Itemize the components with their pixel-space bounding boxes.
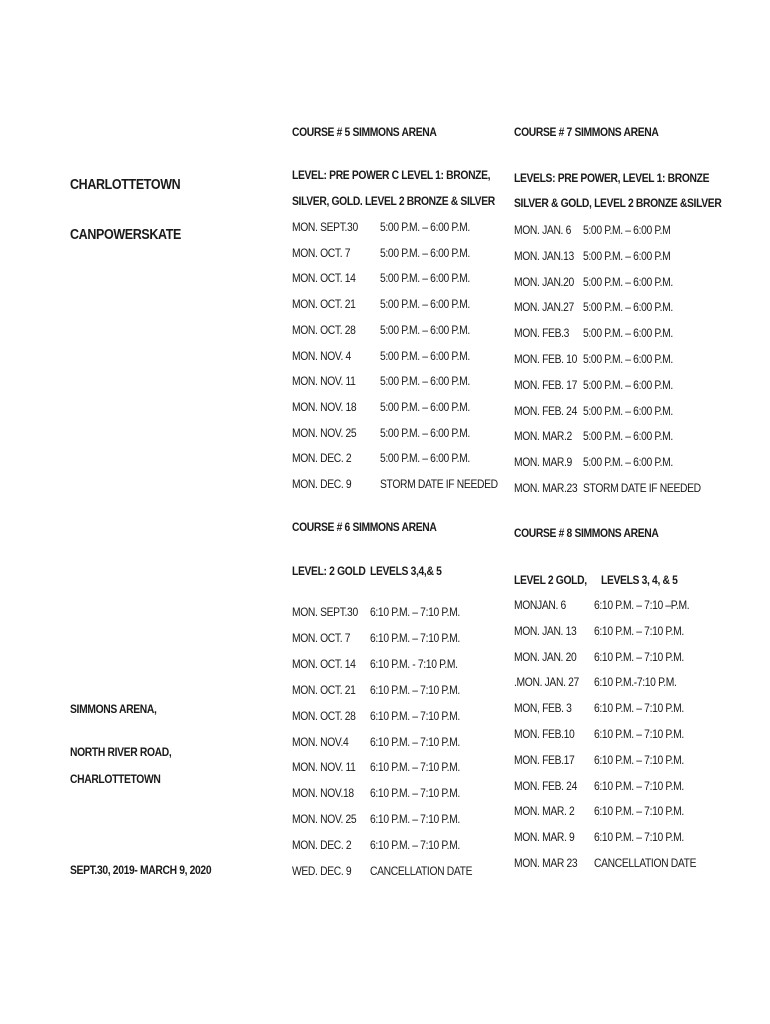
schedule-time: 5:00 P.M. – 6:00 P.M. xyxy=(583,455,673,470)
schedule-time: 5:00 P.M. – 6:00 P.M. xyxy=(380,245,470,260)
schedule-time: 5:00 P.M. – 6:00 P.M. xyxy=(380,348,470,363)
city-heading: CHARLOTTETOWN xyxy=(70,177,181,193)
schedule-date: MON. FEB.10 xyxy=(514,727,575,741)
schedule-date: MON. DEC. 2 xyxy=(292,838,352,853)
schedule-time: 5:00 P.M. – 6:00 P.M. xyxy=(380,451,470,466)
schedule-time: 6:10 P.M. – 7:10 P.M. xyxy=(594,804,684,819)
schedule-date: MON. OCT. 28 xyxy=(292,708,356,723)
schedule-time: 6:10 P.M. – 7:10 P.M. xyxy=(370,682,460,697)
schedule-date: MON. OCT. 7 xyxy=(292,245,351,260)
course8-level-b: LEVELS 3, 4, & 5 xyxy=(601,573,678,587)
schedule-time: 6:10 P.M. – 7:10 P.M. xyxy=(594,649,684,664)
venue-road: NORTH RIVER ROAD, xyxy=(70,745,172,759)
course5-title: COURSE # 5 SIMMONS ARENA xyxy=(292,125,437,139)
schedule-time: 6:10 P.M. - 7:10 P.M. xyxy=(370,656,458,671)
schedule-date: MON. JAN.13 xyxy=(514,248,574,263)
schedule-date: MON. FEB. 24 xyxy=(514,778,577,793)
schedule-time: 6:10 P.M. – 7:10 P.M. xyxy=(370,786,460,801)
schedule-date: MON. MAR. 2 xyxy=(514,804,575,819)
schedule-date: MON, FEB. 3 xyxy=(514,701,572,716)
course5-levels-line1: LEVEL: PRE POWER C LEVEL 1: BRONZE, xyxy=(292,168,491,182)
schedule-time: 5:00 P.M. – 6:00 P.M. xyxy=(380,374,470,389)
schedule-date: MON. JAN. 20 xyxy=(514,649,577,664)
schedule-time: 6:10 P.M. – 7:10 –P.M. xyxy=(594,598,690,612)
schedule-time: 5:00 P.M. – 6:00 P.M xyxy=(583,223,671,237)
schedule-date: WED. DEC. 9 xyxy=(292,864,352,878)
season-dates: SEPT.30, 2019- MARCH 9, 2020 xyxy=(70,863,212,877)
course7-levels-line1: LEVELS: PRE POWER, LEVEL 1: BRONZE xyxy=(514,171,710,185)
schedule-date: MON. DEC. 2 xyxy=(292,451,352,466)
schedule-date: MON. NOV. 25 xyxy=(292,425,357,440)
schedule-date: MON. FEB. 17 xyxy=(514,377,577,392)
schedule-time: 5:00 P.M. – 6:00 P.M. xyxy=(380,425,470,440)
schedule-date: MON. SEPT.30 xyxy=(292,220,358,234)
schedule-date: MON. FEB.17 xyxy=(514,752,575,767)
schedule-date: MON. NOV.18 xyxy=(292,786,354,801)
schedule-time: 6:10 P.M. – 7:10 P.M. xyxy=(594,778,684,793)
schedule-date: MON. FEB.3 xyxy=(514,326,570,341)
schedule-date: MON. FEB. 10 xyxy=(514,352,577,366)
schedule-time: 5:00 P.M. – 6:00 P.M. xyxy=(380,220,470,234)
schedule-time: 5:00 P.M. – 6:00 P.M. xyxy=(583,300,673,315)
schedule-time: 5:00 P.M. – 6:00 P.M. xyxy=(583,326,673,341)
schedule-date: MON. JAN.20 xyxy=(514,274,574,289)
schedule-time: 5:00 P.M. – 6:00 P.M. xyxy=(380,297,470,312)
schedule-date: MON. NOV. 4 xyxy=(292,348,351,363)
schedule-time: 6:10 P.M. – 7:10 P.M. xyxy=(594,701,684,716)
course8-level-a: LEVEL 2 GOLD, xyxy=(514,573,587,587)
schedule-time: 6:10 P.M. – 7:10 P.M. xyxy=(370,760,460,775)
schedule-time: 5:00 P.M. – 6:00 P.M. xyxy=(380,322,470,337)
schedule-time: 6:10 P.M. – 7:10 P.M. xyxy=(594,752,684,767)
schedule-time: 5:00 P.M. – 6:00 P.M. xyxy=(583,352,673,366)
schedule-date: MON. JAN. 13 xyxy=(514,623,577,638)
schedule-date: MONJAN. 6 xyxy=(514,598,566,612)
schedule-date: MON. OCT. 21 xyxy=(292,682,356,697)
schedule-time: 6:10 P.M. – 7:10 P.M. xyxy=(594,830,684,845)
schedule-time: 5:00 P.M. – 6:00 P.M xyxy=(583,248,671,263)
schedule-time: 6:10 P.M. – 7:10 P.M. xyxy=(370,734,460,749)
venue-name: SIMMONS ARENA, xyxy=(70,702,157,716)
schedule-date: MON. SEPT.30 xyxy=(292,605,358,619)
schedule-date: MON. MAR 23 xyxy=(514,856,578,870)
schedule-date: MON. JAN.27 xyxy=(514,300,574,315)
schedule-time: 6:10 P.M. – 7:10 P.M. xyxy=(370,838,460,853)
course6-level-b: LEVELS 3,4,& 5 xyxy=(370,564,442,578)
course5-levels-line2: SILVER, GOLD. LEVEL 2 BRONZE & SILVER xyxy=(292,194,495,208)
schedule-time: 5:00 P.M. – 6:00 P.M. xyxy=(583,274,673,289)
schedule-time: 6:10 P.M. – 7:10 P.M. xyxy=(594,727,684,741)
schedule-time: CANCELLATION DATE xyxy=(370,864,473,878)
schedule-time: 5:00 P.M. – 6:00 P.M. xyxy=(583,429,673,444)
schedule-date: MON. FEB. 24 xyxy=(514,403,577,418)
course7-levels-line2: SILVER & GOLD, LEVEL 2 BRONZE &SILVER xyxy=(514,196,722,210)
course6-level-a: LEVEL: 2 GOLD xyxy=(292,564,366,578)
schedule-date: MON. NOV. 11 xyxy=(292,374,356,389)
schedule-time: STORM DATE IF NEEDED xyxy=(380,477,498,491)
schedule-time: STORM DATE IF NEEDED xyxy=(583,481,701,495)
schedule-time: 5:00 P.M. – 6:00 P.M. xyxy=(583,377,673,392)
schedule-date: MON. OCT. 21 xyxy=(292,297,356,312)
schedule-date: MON. NOV. 18 xyxy=(292,399,357,414)
schedule-time: 6:10 P.M. – 7:10 P.M. xyxy=(370,605,460,619)
schedule-date: MON. MAR.23 xyxy=(514,481,578,495)
program-heading: CANPOWERSKATE xyxy=(70,227,181,243)
schedule-date: MON. OCT. 28 xyxy=(292,322,356,337)
schedule-date: MON. MAR.9 xyxy=(514,455,572,470)
schedule-date: MON. OCT. 14 xyxy=(292,656,356,671)
schedule-date: MON. NOV.4 xyxy=(292,734,349,749)
schedule-date: MON. NOV. 25 xyxy=(292,812,357,827)
schedule-time: CANCELLATION DATE xyxy=(594,856,697,870)
schedule-time: 6:10 P.M.-7:10 P.M. xyxy=(594,675,677,690)
schedule-date: MON. OCT. 7 xyxy=(292,630,351,645)
schedule-time: 5:00 P.M. – 6:00 P.M. xyxy=(380,399,470,414)
schedule-time: 6:10 P.M. – 7:10 P.M. xyxy=(370,630,460,645)
schedule-date: MON. OCT. 14 xyxy=(292,271,356,286)
course8-title: COURSE # 8 SIMMONS ARENA xyxy=(514,526,659,540)
schedule-date: MON. MAR.2 xyxy=(514,429,572,444)
schedule-date: MON. MAR. 9 xyxy=(514,830,575,845)
schedule-time: 6:10 P.M. – 7:10 P.M. xyxy=(594,623,684,638)
schedule-time: 5:00 P.M. – 6:00 P.M. xyxy=(583,403,673,418)
schedule-date: MON. JAN. 6 xyxy=(514,223,572,237)
course6-title: COURSE # 6 SIMMONS ARENA xyxy=(292,520,437,534)
schedule-time: 6:10 P.M. – 7:10 P.M. xyxy=(370,812,460,827)
schedule-time: 5:00 P.M. – 6:00 P.M. xyxy=(380,271,470,286)
course7-title: COURSE # 7 SIMMONS ARENA xyxy=(514,125,659,139)
schedule-time: 6:10 P.M. – 7:10 P.M. xyxy=(370,708,460,723)
schedule-date: MON. DEC. 9 xyxy=(292,477,352,491)
schedule-date: .MON. JAN. 27 xyxy=(514,675,579,690)
venue-town: CHARLOTTETOWN xyxy=(70,772,161,786)
schedule-date: MON. NOV. 11 xyxy=(292,760,356,775)
